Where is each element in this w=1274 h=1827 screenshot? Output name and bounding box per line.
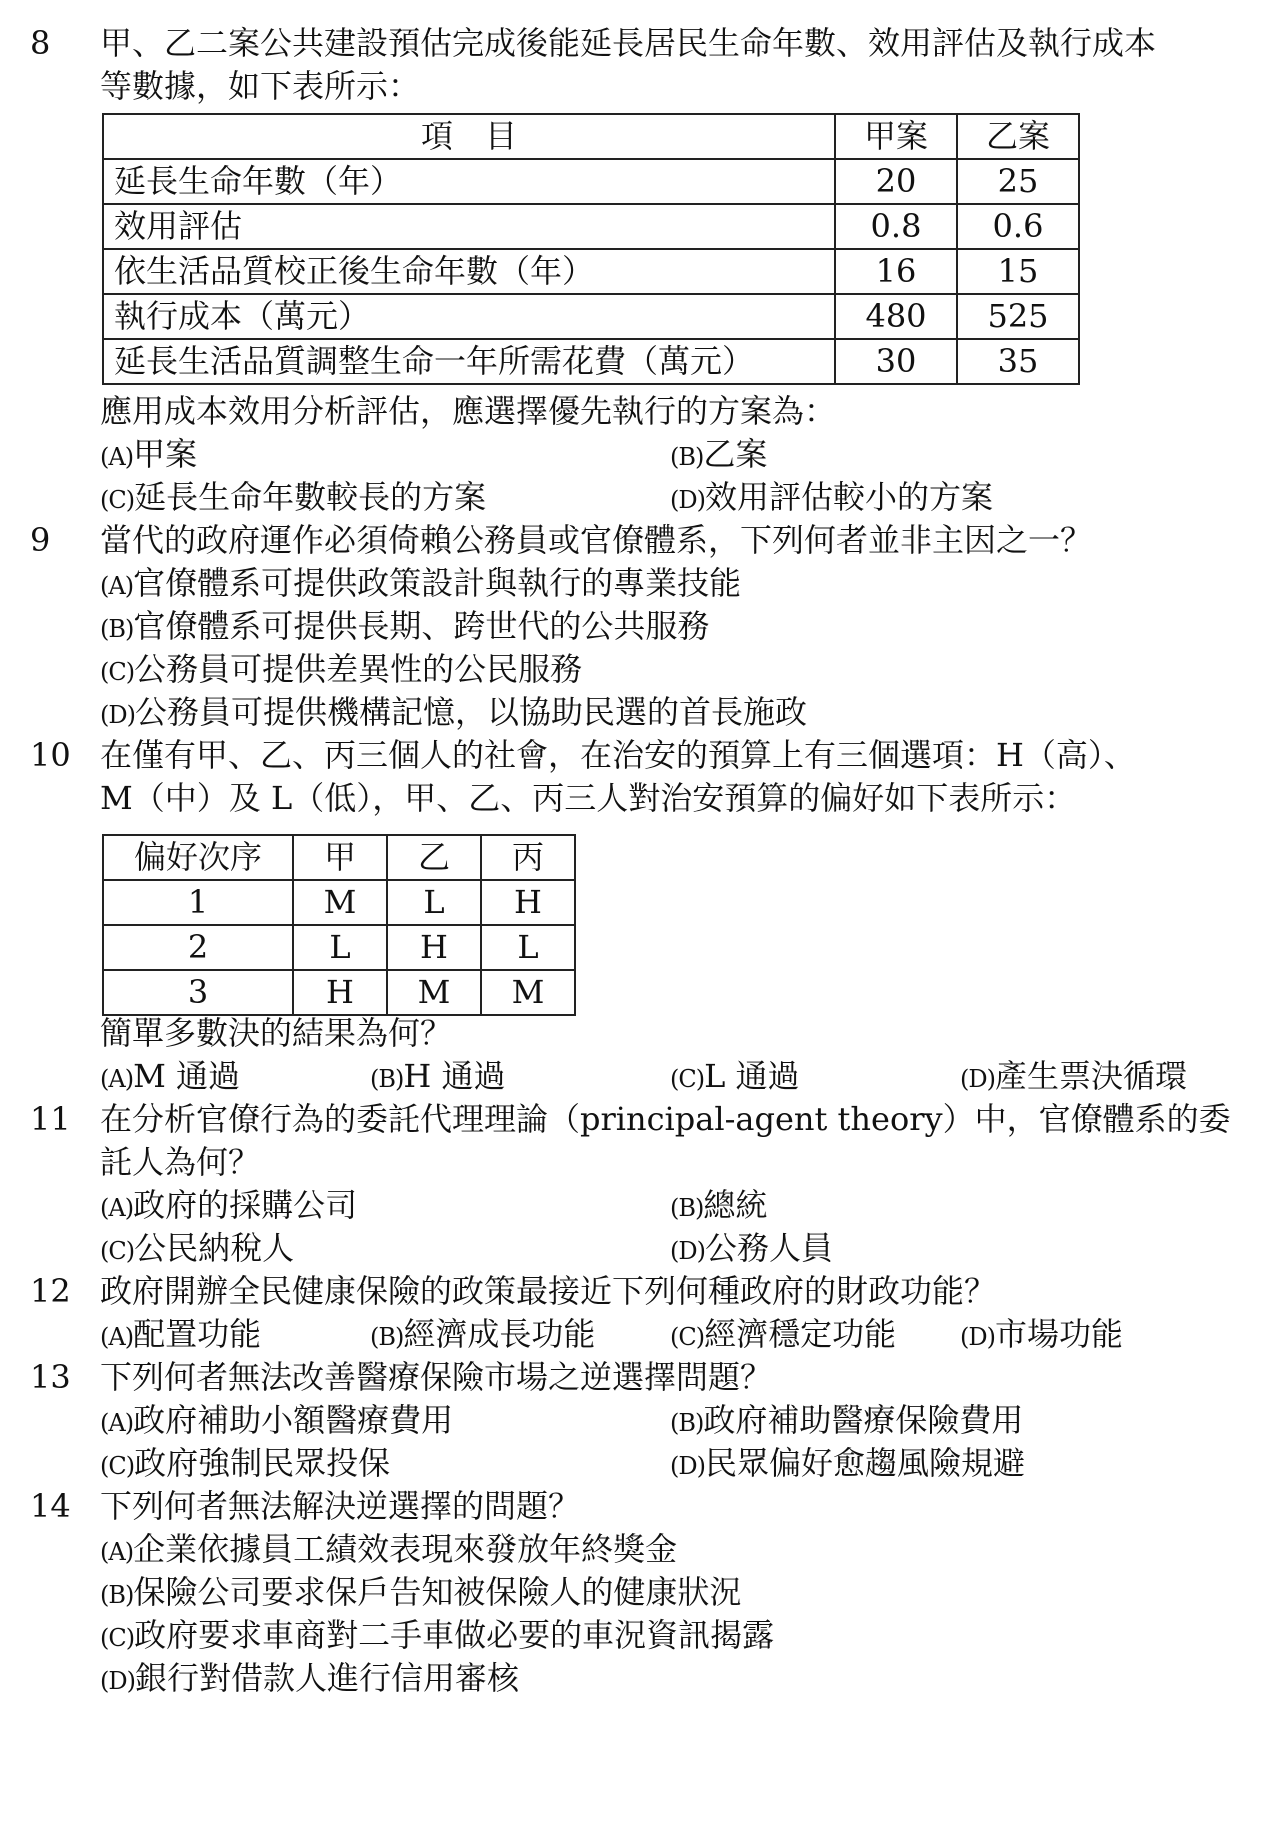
option-b[interactable]: (B)總統 [670, 1186, 768, 1224]
question-number: 14 [30, 1487, 71, 1525]
option-c[interactable]: (C)政府強制民眾投保 [100, 1444, 391, 1482]
question-number: 12 [30, 1272, 71, 1310]
option-d[interactable]: (D)效用評估較小的方案 [670, 478, 993, 516]
table-header-row: 偏好次序 甲 乙 丙 [103, 835, 575, 880]
question-stem: 當代的政府運作必須倚賴公務員或官僚體系，下列何者並非主因之一？ [100, 521, 1093, 559]
options-q10 [100, 1055, 1250, 1098]
option-a[interactable]: (A)企業依據員工績效表現來發放年終獎金 [100, 1530, 678, 1568]
data-table-q8 [102, 113, 1080, 385]
table-row: 2 L H L [103, 925, 575, 970]
options-q9 [100, 562, 1250, 734]
option-c[interactable]: (C)延長生命年數較長的方案 [100, 478, 487, 516]
preference-table-q10 [102, 834, 576, 1016]
table-row: 延長生命年數（年） 20 25 [103, 159, 1079, 204]
option-d[interactable]: (D)公務人員 [670, 1229, 833, 1267]
question-stem: 甲、乙二案公共建設預估完成後能延長居民生命年數、效用評估及執行成本 等數據，如下表所示： [100, 24, 1157, 105]
table-row: 執行成本（萬元） 480 525 [103, 294, 1079, 339]
options-q12 [100, 1313, 1250, 1356]
table-row: 1 M L H [103, 880, 575, 925]
question-number: 10 [30, 736, 71, 774]
option-b[interactable]: (B)政府補助醫療保險費用 [670, 1401, 1024, 1439]
option-c[interactable]: (C)公務員可提供差異性的公民服務 [100, 650, 583, 688]
option-c[interactable]: (C)L 通過 [670, 1057, 800, 1095]
question-stem: 在僅有甲、乙、丙三個人的社會，在治安的預算上有三個選項：H（高）、 M（中）及 L（低），甲、乙、丙三人對治安預算的偏好如下表所示： [100, 736, 1136, 817]
question-number: 11 [30, 1100, 71, 1138]
option-b[interactable]: (B)官僚體系可提供長期、跨世代的公共服務 [100, 607, 710, 645]
option-c[interactable]: (C)經濟穩定功能 [670, 1315, 897, 1353]
option-d[interactable]: (D)產生票決循環 [960, 1057, 1187, 1095]
question-number: 9 [30, 521, 51, 559]
question-number: 8 [30, 24, 51, 62]
question-number: 13 [30, 1358, 71, 1396]
option-b[interactable]: (B)經濟成長功能 [370, 1315, 596, 1353]
option-d[interactable]: (D)民眾偏好愈趨風險規避 [670, 1444, 1025, 1482]
question-stem: 在分析官僚行為的委託代理理論（principal-agent theory）中，官僚體系的委 託人為何？ [100, 1100, 1231, 1181]
question-stem: 政府開辦全民健康保險的政策最接近下列何種政府的財政功能？ [100, 1272, 997, 1310]
table-header-row: 項 目 甲案 乙案 [103, 114, 1079, 159]
options-q8 [100, 433, 1250, 519]
option-a[interactable]: (A)甲案 [100, 435, 198, 473]
option-d[interactable]: (D)市場功能 [960, 1315, 1123, 1353]
option-a[interactable]: (A)政府補助小額醫療費用 [100, 1401, 454, 1439]
option-d[interactable]: (D)公務員可提供機構記憶，以協助民選的首長施政 [100, 693, 807, 731]
table-row: 延長生活品質調整生命一年所需花費（萬元） 30 35 [103, 339, 1079, 384]
options-q13 [100, 1399, 1250, 1485]
options-q14 [100, 1528, 1250, 1700]
option-a[interactable]: (A)配置功能 [100, 1315, 262, 1353]
option-b[interactable]: (B)保險公司要求保戶告知被保險人的健康狀況 [100, 1573, 742, 1611]
option-a[interactable]: (A)政府的採購公司 [100, 1186, 358, 1224]
question-stem: 下列何者無法改善醫療保險市場之逆選擇問題？ [100, 1358, 773, 1396]
table-row: 3 H M M [103, 970, 575, 1015]
option-b[interactable]: (B)H 通過 [370, 1057, 506, 1095]
table-row: 效用評估 0.8 0.6 [103, 204, 1079, 249]
option-d[interactable]: (D)銀行對借款人進行信用審核 [100, 1659, 519, 1697]
exam-page: 8 甲、乙二案公共建設預估完成後能延長居民生命年數、效用評估及執行成本 等數據，如下表所示： 項 目 甲案 乙案 延長生命年數（年） 20 25 效用評估 0.8 0.6 依生活品質校正後生命年數（年） 16 15 執行成本（萬元） 480 525 延長生活品質調整生命一年所需花費（萬元） 30 35 應用成本效用分析評估，應選擇優先執行的方案為： (A)甲案 (B)乙案 (C)延長生命年數較長的方案 (D)效用評估較小的方案 9 當代的政府運作必須倚賴公務員或官僚體系，下列何者並非主因之一？ (A)官僚體系可提供政策設計與執行的專業技能 (B)官僚體系可提供長期、跨世代的公共服務 (C)公務員可提供差異性的公民服務 (D)公務員可提供機構記憶，以協助民選的首長施政 10 在僅有甲、乙、丙三個人的社會，在治安的預算上有三個選項：H（高）、 M（中）及 L（低），甲、乙、丙三人對治安預算的偏好如下表所示： 偏好次序 甲 乙 丙 1 M L H 2 L H L 3 H M M 簡單多數決的結果為何？ (A)M 通過 (B)H 通過 (C)L 通過 (D)產生票決循環 11 在分析官僚行為的委託代理理論（principal-agent theory）中，官僚體系的委 託人為何？ (A)政府的採購公司 (B)總統 (C)公民納稅人 (D)公務人員 12 政府開辦全民健康保險的政策最接近下列何種政府的財政功能？ (A)配置功能 (B)經濟成長功能 (C)經濟穩定功能 (D)市場功能 13 下列何者無法改善醫療保險市場之逆選擇問題？ (A)政府補助小額醫療費用 (B)政府補助醫療保險費用 (C)政府強制民眾投保 (D)民眾偏好愈趨風險規避 14 下列何者無法解決逆選擇的問題？ (A)企業依據員工績效表現來發放年終獎金 (B)保險公司要求保戶告知被保險人的健康狀況 (C)政府要求車商對二手車做必要的車況資訊揭露 (D)銀行對借款人進行信用審核 [0, 0, 1274, 1827]
option-a[interactable]: (A)M 通過 [100, 1057, 241, 1095]
table-row: 依生活品質校正後生命年數（年） 16 15 [103, 249, 1079, 294]
question-stem: 下列何者無法解決逆選擇的問題？ [100, 1487, 581, 1525]
option-a[interactable]: (A)官僚體系可提供政策設計與執行的專業技能 [100, 564, 742, 602]
option-c[interactable]: (C)公民納稅人 [100, 1229, 295, 1267]
option-c[interactable]: (C)政府要求車商對二手車做必要的車況資訊揭露 [100, 1616, 775, 1654]
options-q11 [100, 1184, 1250, 1270]
option-b[interactable]: (B)乙案 [670, 435, 768, 473]
